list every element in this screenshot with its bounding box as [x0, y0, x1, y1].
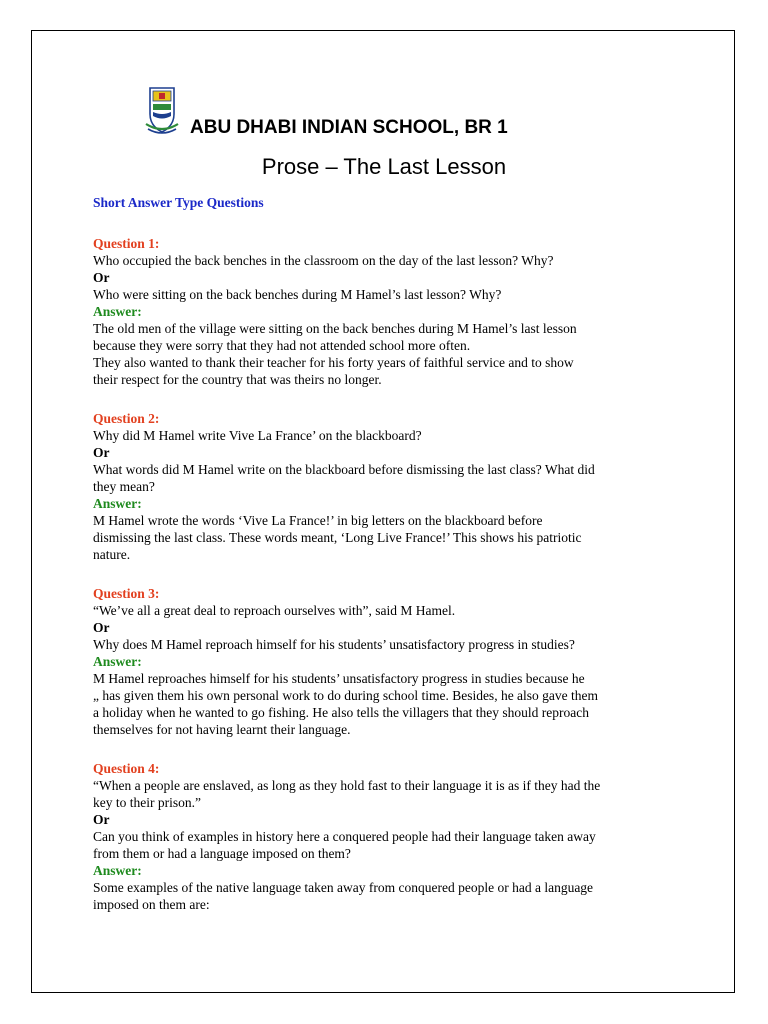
answer-text: They also wanted to thank their teacher for his forty years of faithful service and to show: [93, 355, 574, 370]
question-block-4: [93, 760, 693, 913]
answer-text: „ has given them his own personal work to do during school time. Besides, he also gave them: [93, 688, 599, 703]
answer-text: themselves for not having learnt their language.: [93, 722, 351, 737]
alternate-question-text: they mean?: [93, 479, 155, 494]
alternate-question-text: Can you think of examples in history here a conquered people had their language taken away: [93, 829, 596, 844]
question-label: Question 1:: [93, 236, 160, 251]
question-text: “We’ve all a great deal to reproach ourselves with”, said M Hamel.: [93, 603, 456, 618]
answer-label: Answer:: [93, 496, 142, 511]
alternate-question-text: Why does M Hamel reproach himself for his students’ unsatisfactory progress in studies?: [93, 637, 575, 652]
question-label: Question 2:: [93, 411, 160, 426]
or-label: Or: [93, 270, 110, 285]
answer-label: Answer:: [93, 304, 142, 319]
answer-text: Some examples of the native language taken away from conquered people or had a language: [93, 880, 594, 895]
question-text: Why did M Hamel write Vive La France’ on the blackboard?: [93, 428, 422, 443]
question-text: “When a people are enslaved, as long as they hold fast to their language it is as if they had the: [93, 778, 601, 793]
or-label: Or: [93, 812, 110, 827]
answer-text: dismissing the last class. These words meant, ‘Long Live France!’ This shows his patriotic: [93, 530, 582, 545]
alternate-question-text: Who were sitting on the back benches during M Hamel’s last lesson? Why?: [93, 287, 502, 302]
alternate-question-text: What words did M Hamel write on the blackboard before dismissing the last class? What did: [93, 462, 595, 477]
or-label: Or: [93, 620, 110, 635]
answer-text: a holiday when he wanted to go fishing. He also tells the villagers that they should reproach: [93, 705, 589, 720]
alternate-question-text: from them or had a language imposed on them?: [93, 846, 351, 861]
answer-text: The old men of the village were sitting on the back benches during M Hamel’s last lesson: [93, 321, 577, 336]
answer-text: nature.: [93, 547, 131, 562]
answer-text: because they were sorry that they had not attended school more often.: [93, 338, 471, 353]
question-label: Question 3:: [93, 586, 160, 601]
question-block-3: [93, 585, 693, 738]
page-title: Prose – The Last Lesson: [261, 154, 507, 179]
answer-text: M Hamel reproaches himself for his students’ unsatisfactory progress in studies because he: [93, 671, 585, 686]
school-crest-icon: [144, 86, 180, 136]
section-heading: Short Answer Type Questions: [93, 195, 264, 210]
answer-label: Answer:: [93, 863, 142, 878]
answer-text: M Hamel wrote the words ‘Vive La France!’ in big letters on the blackboard before: [93, 513, 543, 528]
or-label: Or: [93, 445, 110, 460]
question-block-1: [93, 235, 693, 388]
answer-text: their respect for the country that was theirs no longer.: [93, 372, 382, 387]
question-label: Question 4:: [93, 761, 160, 776]
question-text: key to their prison.”: [93, 795, 201, 810]
answer-label: Answer:: [93, 654, 142, 669]
school-name: ABU DHABI INDIAN SCHOOL, BR 1: [190, 117, 508, 138]
question-block-2: [93, 410, 693, 563]
answer-text: imposed on them are:: [93, 897, 210, 912]
question-list: [93, 235, 693, 935]
question-text: Who occupied the back benches in the classroom on the day of the last lesson? Why?: [93, 253, 554, 268]
